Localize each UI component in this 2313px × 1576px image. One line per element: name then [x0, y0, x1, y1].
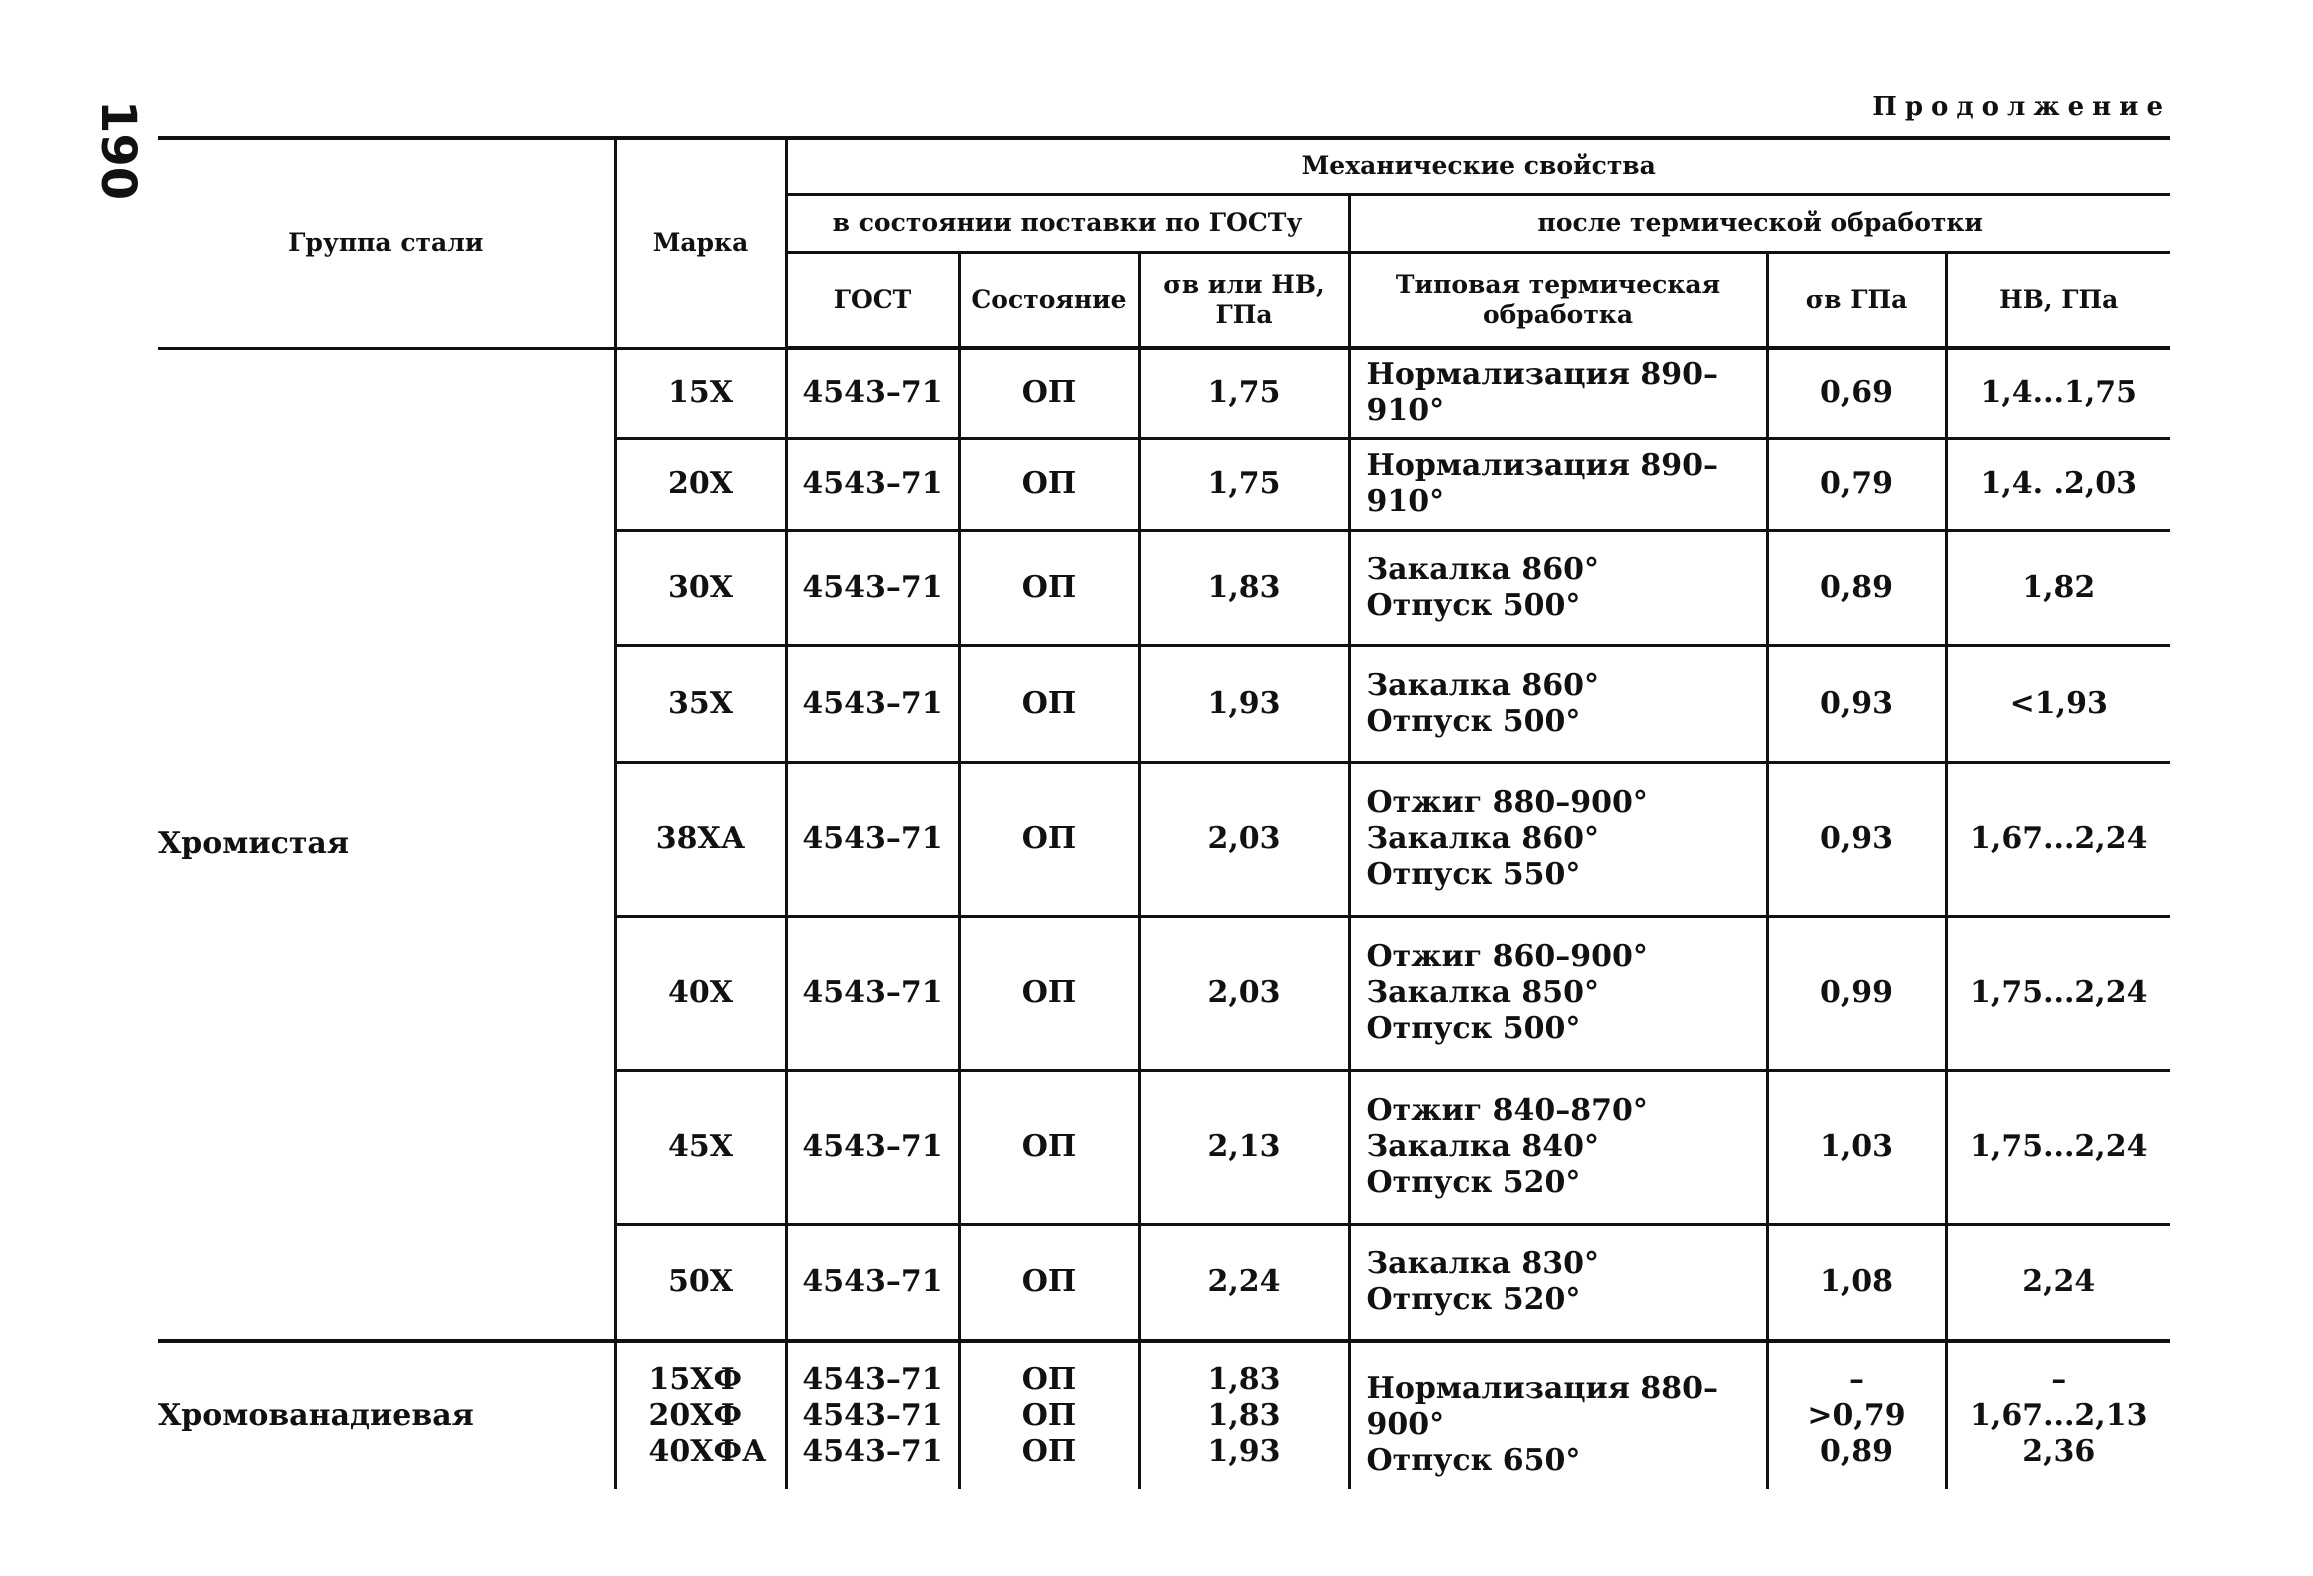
cell-sigma: 0,93 [1767, 645, 1946, 762]
cell-hb: 1,75...2,24 [1946, 1070, 2170, 1224]
cell-supply-value: 1,75 [1139, 348, 1349, 438]
cell-mark: 35Х [615, 645, 786, 762]
cell-sigma: 0,99 [1767, 916, 1946, 1070]
cell-treatment: Закалка 860° Отпуск 500° [1349, 530, 1767, 645]
header-group: Группа стали [158, 138, 615, 348]
header-after-treatment: после термической обработки [1349, 194, 2170, 252]
cell-mark: 30Х [615, 530, 786, 645]
cell-treatment: Отжиг 840–870° Закалка 840° Отпуск 520° [1349, 1070, 1767, 1224]
cell-state: ОП [959, 530, 1139, 645]
header-state: Состояние [959, 252, 1139, 348]
table-row [158, 1341, 2170, 1489]
cell-state: ОП [959, 916, 1139, 1070]
cell-state: ОП [959, 1224, 1139, 1341]
cell-sigma: 1,08 [1767, 1224, 1946, 1341]
cell-sigma: 0,79 [1767, 438, 1946, 530]
cell-state: ОП [959, 645, 1139, 762]
cell-supply-value: 1,83 1,83 1,93 [1139, 1341, 1349, 1489]
cell-hb: 1,75...2,24 [1946, 916, 2170, 1070]
header-sigma: σв ГПа [1767, 252, 1946, 348]
cell-treatment: Закалка 860° Отпуск 500° [1349, 645, 1767, 762]
cell-supply-value: 2,24 [1139, 1224, 1349, 1341]
cell-treatment: Отжиг 880–900° Закалка 860° Отпуск 550° [1349, 762, 1767, 916]
header-mark: Марка [615, 138, 786, 348]
cell-gost: 4543–71 [786, 348, 959, 438]
cell-hb: 1,4...1,75 [1946, 348, 2170, 438]
header-typical-treatment: Типовая термическая обработка [1349, 252, 1767, 348]
cell-sigma: 0,93 [1767, 762, 1946, 916]
cell-state: ОП [959, 762, 1139, 916]
cell-mark: 40Х [615, 916, 786, 1070]
header-gost: ГОСТ [786, 252, 959, 348]
cell-treatment: Закалка 830° Отпуск 520° [1349, 1224, 1767, 1341]
cell-treatment: Нормализация 880–900° Отпуск 650° [1349, 1341, 1767, 1489]
cell-supply-value: 1,75 [1139, 438, 1349, 530]
cell-mark: 15ХФ 20ХФ 40ХФА [615, 1341, 786, 1489]
cell-gost: 4543–71 [786, 762, 959, 916]
cell-mark: 38ХА [615, 762, 786, 916]
cell-supply-value: 2,03 [1139, 762, 1349, 916]
cell-gost: 4543–71 [786, 645, 959, 762]
group-chrome: Хромистая [158, 826, 350, 862]
page-number: 190 [90, 100, 146, 201]
cell-hb: 2,24 [1946, 1224, 2170, 1341]
header-mechanical: Механические свойства [786, 138, 2170, 194]
cell-supply-value: 1,93 [1139, 645, 1349, 762]
cell-gost: 4543–71 [786, 916, 959, 1070]
cell-treatment: Нормализация 890–910° [1349, 438, 1767, 530]
cell-gost: 4543–71 4543–71 4543–71 [786, 1341, 959, 1489]
cell-supply-value: 2,13 [1139, 1070, 1349, 1224]
cell-sigma: 1,03 [1767, 1070, 1946, 1224]
group-chrome-vanadium: Хромованадиевая [158, 1341, 615, 1489]
cell-state: ОП [959, 348, 1139, 438]
cell-mark: 15Х [615, 348, 786, 438]
continuation-label: Продолжение [1872, 92, 2171, 122]
cell-mark: 45Х [615, 1070, 786, 1224]
cell-gost: 4543–71 [786, 438, 959, 530]
cell-state: ОП ОП ОП [959, 1341, 1139, 1489]
cell-sigma: – >0,79 0,89 [1767, 1341, 1946, 1489]
cell-mark: 20Х [615, 438, 786, 530]
header-hb: НВ, ГПа [1946, 252, 2170, 348]
cell-gost: 4543–71 [786, 1070, 959, 1224]
cell-gost: 4543–71 [786, 1224, 959, 1341]
cell-treatment: Отжиг 860–900° Закалка 850° Отпуск 500° [1349, 916, 1767, 1070]
cell-hb: – 1,67...2,13 2,36 [1946, 1341, 2170, 1489]
cell-state: ОП [959, 438, 1139, 530]
cell-hb: 1,82 [1946, 530, 2170, 645]
header-sigma-hb: σв или НВ, ГПа [1139, 252, 1349, 348]
cell-hb: 1,4. .2,03 [1946, 438, 2170, 530]
cell-treatment: Нормализация 890–910° [1349, 348, 1767, 438]
cell-hb: <1,93 [1946, 645, 2170, 762]
cell-state: ОП [959, 1070, 1139, 1224]
steel-properties-table [158, 136, 2170, 1489]
cell-gost: 4543–71 [786, 530, 959, 645]
table-row [158, 348, 2170, 438]
cell-hb: 1,67...2,24 [1946, 762, 2170, 916]
cell-mark: 50Х [615, 1224, 786, 1341]
header-supply: в состоянии поставки по ГОСТу [786, 194, 1349, 252]
cell-sigma: 0,69 [1767, 348, 1946, 438]
cell-supply-value: 2,03 [1139, 916, 1349, 1070]
cell-sigma: 0,89 [1767, 530, 1946, 645]
cell-supply-value: 1,83 [1139, 530, 1349, 645]
